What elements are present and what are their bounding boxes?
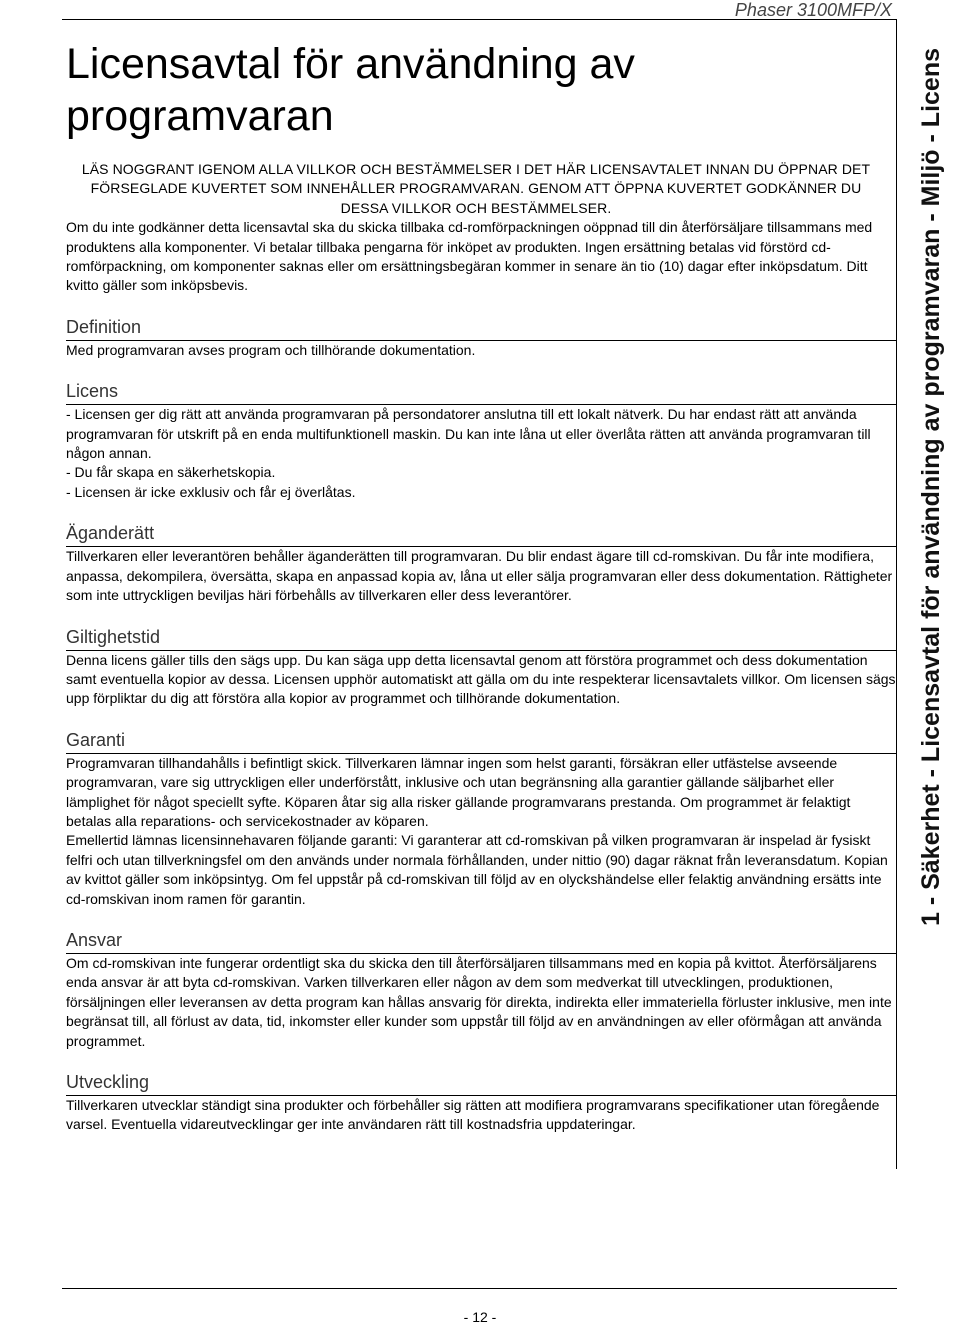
section-heading-ansvar: Ansvar (66, 929, 896, 954)
document-body (66, 160, 896, 1135)
section-heading-licens: Licens (66, 380, 896, 405)
intro-paragraph: Om du inte godkänner detta licensavtal ska du skicka tillbaka cd-romförpackningen oöppnad till din återförsäljare tillsammans med produktens alla komponenter. Vi betalar tillbaka pengarna för inköpet av produkten. Ingen ersättning betalas vid förstörd cd-romförpackning, om komponenter saknas eller om ersättningsbegäran kommer in senare än tio (10) dagar efter inköpsdatum. Ditt kvitto gäller som inköpsbevis. (66, 219, 873, 294)
aganderatt-paragraph: Tillverkaren eller leverantören behåller äganderätten till programvaran. Du blir endast ägare till cd-romskivan. Du får inte modifiera, anpassa, dekompilera, översätta, skapa en anpassad kopia av, låna ut eller sälja programvaran eller dess dokumentation. Rättigheter som inte uttryckligen beviljas häri förbehålls av tillverkaren eller dess leverantörer. (66, 548, 893, 604)
giltighetstid-paragraph: Denna licens gäller tills den sägs upp. Du kan säga upp detta licensavtal genom att förstöra programmet och dess dokumentation samt eventuella kopior av dessa. Licensen upphör automatiskt att gälla om du inte respekterar licensavtalets villkor. Om licensen sägs upp förpliktar du dig att förstöra alla kopior av programmet och tillhörande dokumentation. (66, 651, 896, 707)
section-heading-definition: Definition (66, 316, 896, 341)
header-rule (62, 19, 897, 20)
definition-paragraph: Med programvaran avses program och tillhörande dokumentation. (66, 341, 476, 358)
utveckling-paragraph: Tillverkaren utvecklar ständigt sina produkter och förbehåller sig rätten att modifiera programvarans specifikationer utan föregående varsel. Eventuella vidareutvecklingar ger inte användaren rätt till kostnadsfria uppdateringar. (66, 1097, 880, 1133)
licens-paragraph-1: - Licensen ger dig rätt att använda programvaran på persondatorer anslutna till ett lokalt nätverk. Du har endast rätt att använda programvaran för utskrift på en enda multifunktionell maskin. Du kan inte låna ut eller överlåta rätten att använda programvaran till någon annan. (66, 406, 871, 462)
product-name: Phaser 3100MFP/X (734, 0, 892, 20)
intro-warning: LÄS NOGGRANT IGENOM ALLA VILLKOR OCH BESTÄMMELSER I DET HÄR LICENSAVTALET INNAN DU ÖPPNAR DET FÖRSEGLADE KUVERTET SOM INNEHÅLLER PROGRAMVARAN. GENOM ATT ÖPPNA KUVERTET GODKÄNNER DU DESSA VILLKOR OCH BESTÄMMELSER. (81, 161, 871, 216)
garanti-paragraph-1: Programvaran tillhandahålls i befintligt skick. Tillverkaren lämnar ingen som helst garanti, försäkran eller utfästelse avseende programvaran, vare sig uttryckligen eller underförstått, inklusive och utan begränsning alla garantier gällande säljbarhet eller lämplighet för något speciellt syfte. Köparen åtar sig alla risker gällande programvarans prestanda. Om programmet är felaktigt betalas alla reparations- och servicekostnader av köparen. (66, 754, 851, 829)
side-rule (896, 19, 897, 1169)
licens-paragraph-3: - Licensen är icke exklusiv och får ej överlåtas. (66, 483, 356, 500)
section-heading-aganderatt: Äganderätt (66, 522, 896, 547)
section-heading-garanti: Garanti (66, 729, 896, 754)
section-heading-utveckling: Utveckling (66, 1071, 896, 1096)
page-number: - 12 - (463, 1309, 497, 1325)
section-heading-giltighetstid: Giltighetstid (66, 626, 896, 651)
page-title: Licensavtal för användning av programvaran (66, 40, 635, 140)
ansvar-paragraph: Om cd-romskivan inte fungerar ordentligt ska du skicka den till återförsäljaren tillsammans med en kopia på kvittot. Återförsäljarens enda ansvar är att byta cd-romskivan. Varken tillverkaren eller någon av dem som medverkat till utvecklingen, produktionen, försäljningen eller leveransen av detta program kan hållas ansvarig för direkta, indirekta eller immateriella förluster inklusive, men inte begränsat till, all förlust av data, tid, inkomster eller kunder som uppstår till följd av en användningen av eller oförmågan att använda programmet. (66, 954, 892, 1049)
garanti-paragraph-2: Emellertid lämnas licensinnehavaren följande garanti: Vi garanterar att cd-romskivan på vilken programvaran är inspelad är fysiskt felfri och utan tillverkningsfel om den används under normala förhållanden, under nittio (90) dagar räknat från leveransdatum. Kopian av kvittot gäller som inköpsintyg. Om fel uppstår på cd-romskivan till följd av en olyckshändelse eller felaktig användning ersätts inte cd-romskivan inom ramen för garantin. (66, 832, 888, 907)
side-chapter-text: 1 - Säkerhet - Licensavtal för användning av programvaran - Miljö - Licens (917, 48, 945, 927)
footer-rule (62, 1288, 897, 1289)
licens-paragraph-2: - Du får skapa en säkerhetskopia. (66, 464, 276, 481)
side-chapter-label (907, 48, 955, 1078)
